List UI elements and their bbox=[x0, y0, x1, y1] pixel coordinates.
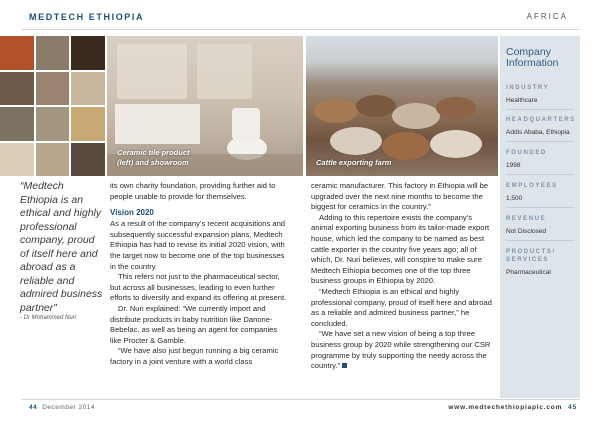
issue-date: December 2014 bbox=[42, 404, 95, 411]
cattle-farm-photo bbox=[306, 36, 498, 176]
info-revenue bbox=[506, 215, 578, 236]
paragraph: ceramic manufacturer. This factory in Ethiopia will be upgraded over the next nine months to become the biggest for ceramics in the country.” bbox=[311, 181, 489, 212]
article-column-1 bbox=[110, 181, 290, 368]
end-mark-icon bbox=[342, 363, 347, 368]
paragraph: “Medtech Ethiopia is an ethical and highly professional company, proud of itself here and abroad as a reliable and admired business partner,” he concluded. bbox=[311, 286, 492, 328]
footer-right bbox=[448, 404, 577, 411]
caption-line: (left) and showroom bbox=[117, 158, 189, 167]
info-value: 1998 bbox=[506, 162, 521, 169]
info-headquarters bbox=[506, 116, 578, 137]
info-label: PRODUCTS/ bbox=[506, 249, 556, 255]
closing-text: “We have set a new vision of being a top three business group by 2020 while strengthening our CSR programme by truly supporting the needy across the country.” bbox=[311, 329, 491, 371]
info-value: Addis Ababa, Ethiopia bbox=[506, 129, 570, 136]
quote-attribution: - Dr Mohammed Nuri bbox=[20, 315, 77, 321]
tile-swatch bbox=[71, 36, 105, 70]
paragraph: Adding to this repertoire exists the company’s animal exporting business from its tailor-made export house, which led the company to be named as best cattle exporter in the country five years ago; all of which, Dr. Nuri believes, will conspire to make sure Medtech Ethiopia becomes one of the top three business groups in Ethiopia by 2020. bbox=[311, 212, 490, 286]
showroom-photo bbox=[107, 36, 303, 176]
tile-swatch bbox=[36, 36, 70, 70]
tile-swatch bbox=[71, 143, 105, 177]
tile-swatch bbox=[71, 72, 105, 106]
info-value: Pharmaceutical bbox=[506, 269, 551, 276]
sidebar-divider bbox=[506, 174, 574, 175]
sidebar-divider bbox=[506, 207, 574, 208]
paragraph: This refers not just to the pharmaceutical sector, but across all businesses, leading to even further efforts to diversify and expand its offering at present. bbox=[110, 272, 287, 303]
article-column-2 bbox=[311, 181, 494, 372]
pull-quote: “Medtech Ethiopia is an ethical and highly professional company, proud of itself here and abroad as a reliable and admired business partner” bbox=[20, 180, 103, 314]
sidebar-title-line: Information bbox=[506, 57, 559, 69]
paragraph bbox=[311, 329, 494, 371]
tile-swatch bbox=[71, 107, 105, 141]
paragraph: As a result of the company’s recent acquisitions and subsequently successful expansion plans, Medtech Ethiopia has had to revise its initial 2020 vision, with the target now to become one of the top businesses in the country. bbox=[110, 219, 286, 271]
page-number-left: 44 bbox=[29, 404, 38, 411]
tile-swatch bbox=[0, 72, 34, 106]
caption-line: Ceramic tile product bbox=[117, 148, 190, 157]
tile-swatch bbox=[0, 36, 34, 70]
info-label: SERVICES bbox=[506, 257, 550, 263]
section-heading: Vision 2020 bbox=[110, 208, 154, 218]
sidebar-title-line: Company bbox=[506, 46, 551, 58]
sidebar-title bbox=[506, 47, 578, 69]
cattle-illustration bbox=[306, 36, 498, 176]
footer-divider bbox=[22, 399, 580, 400]
sidebar-divider bbox=[506, 141, 574, 142]
info-label: INDUSTRY bbox=[506, 85, 550, 91]
website-url: www.medtechethiopiaplc.com bbox=[448, 404, 563, 411]
paragraph: its own charity foundation, providing further aid to people unable to provide for themselves. bbox=[110, 181, 276, 201]
info-industry bbox=[506, 84, 578, 105]
info-products-services bbox=[506, 248, 578, 277]
info-founded bbox=[506, 149, 578, 170]
info-value: 1,500 bbox=[506, 195, 523, 202]
brand-name: MEDTECH ETHIOPIA bbox=[29, 12, 145, 22]
page-number-right: 45 bbox=[568, 404, 577, 411]
tile-swatch bbox=[0, 107, 34, 141]
info-value: Not Disclosed bbox=[506, 228, 547, 235]
tile-swatch bbox=[36, 143, 70, 177]
sidebar-divider bbox=[506, 109, 574, 110]
cattle-caption: Cattle exporting farm bbox=[316, 158, 392, 167]
info-label: HEADQUARTERS bbox=[506, 117, 576, 123]
footer-left bbox=[29, 404, 95, 411]
tile-mosaic-image bbox=[0, 36, 105, 176]
info-value: Healthcare bbox=[506, 97, 538, 104]
paragraph: “We have also just begun running a big ceramic factory in a joint venture with a world class bbox=[110, 346, 279, 366]
page-header bbox=[0, 0, 600, 30]
info-label: EMPLOYEES bbox=[506, 183, 558, 189]
showroom-caption bbox=[117, 148, 190, 168]
header-divider bbox=[22, 29, 580, 30]
info-label: REVENUE bbox=[506, 216, 547, 222]
paragraph: Dr. Nuri explained: “We currently import and distribute products in baby nutrition like Danone-Bebelac, as well as being an agent for companies like Procter & Gamble. bbox=[110, 303, 278, 345]
tile-swatch bbox=[36, 72, 70, 106]
tile-swatch bbox=[0, 143, 34, 177]
tile-swatch bbox=[36, 107, 70, 141]
company-info-sidebar bbox=[500, 36, 580, 398]
sidebar-divider bbox=[506, 240, 574, 241]
info-employees bbox=[506, 182, 578, 203]
info-label: FOUNDED bbox=[506, 150, 547, 156]
region-label: AFRICA bbox=[526, 12, 568, 21]
